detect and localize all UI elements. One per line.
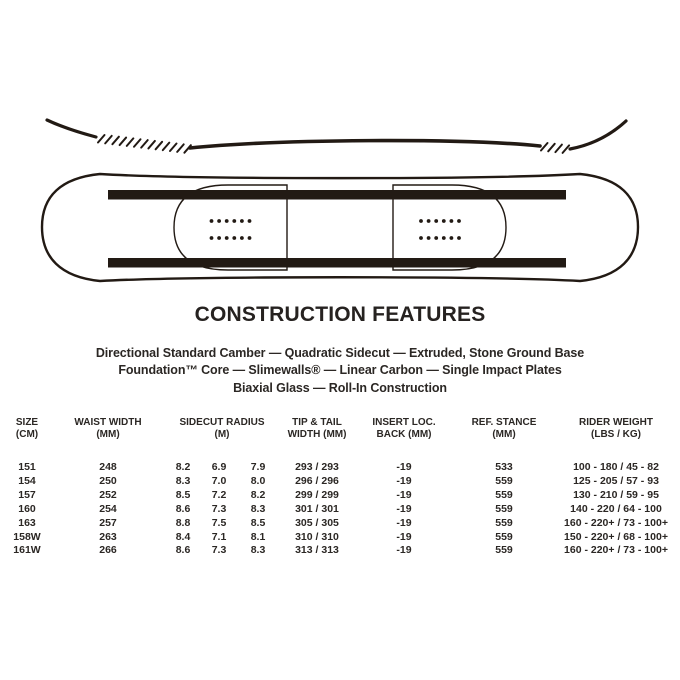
cell-ref-stance: 533	[495, 461, 513, 473]
cell-waist-width: 263	[99, 530, 117, 543]
col-header-rider-weight	[556, 417, 676, 440]
cell-sidecut-1: 8.3	[175, 474, 191, 487]
cell-size: 151	[18, 461, 36, 473]
header-line: RIDER WEIGHT	[579, 417, 653, 428]
cell-sidecut-1: 8.8	[175, 516, 191, 529]
feature-line: Biaxial Glass — Roll-In Construction	[233, 380, 447, 395]
cell-insert-loc-back: -19	[396, 516, 412, 529]
cell-sidecut-2: 7.0	[211, 474, 227, 487]
cell-ref-stance: 559	[495, 502, 513, 515]
cell-tip-tail-width: 296 / 296	[295, 474, 339, 487]
cell-size: 161W	[13, 544, 41, 557]
cell-sidecut-2: 7.3	[211, 502, 227, 515]
cell-sidecut-2: 7.1	[211, 530, 227, 543]
header-line: REF. STANCE	[471, 417, 537, 428]
cell-waist-width: 257	[99, 516, 117, 529]
size-spec-table	[4, 417, 676, 558]
col-header-size	[4, 417, 50, 440]
cell-ref-stance: 559	[495, 474, 513, 487]
header-line: (LBS / KG)	[591, 428, 641, 440]
cell-waist-width: 266	[99, 544, 117, 557]
cell-sidecut-2: 6.9	[211, 461, 227, 473]
cell-rider-weight: 125 - 205 / 57 - 93	[573, 474, 659, 487]
cell-sidecut-3: 7.9	[250, 461, 266, 473]
header-line: (M)	[214, 428, 230, 440]
spec-table-header	[4, 417, 676, 440]
cell-waist-width: 252	[99, 488, 117, 501]
header-line: WAIST WIDTH	[74, 417, 142, 428]
cell-sidecut-3: 8.3	[250, 544, 266, 557]
cell-insert-loc-back: -19	[396, 530, 412, 543]
col-header-ref-stance	[452, 417, 556, 440]
header-line: BACK (MM)	[376, 428, 432, 440]
header-line: TIP & TAIL	[292, 417, 342, 428]
cell-rider-weight: 130 - 210 / 59 - 95	[573, 488, 659, 501]
cell-sidecut-3: 8.1	[250, 530, 266, 543]
board-top-view-diagram	[0, 165, 680, 290]
carbon-stringer-bottom	[108, 258, 566, 268]
cell-ref-stance: 559	[495, 516, 513, 529]
camber-arc	[190, 141, 540, 148]
cell-insert-loc-back: -19	[396, 544, 412, 557]
camber-tail-hatch	[541, 143, 569, 153]
cell-size: 160	[18, 502, 36, 515]
col-header-waist-width	[50, 417, 166, 440]
col-header-sidecut-radius	[166, 417, 278, 440]
cell-insert-loc-back: -19	[396, 488, 412, 501]
header-line: WIDTH (MM)	[287, 428, 347, 440]
col-header-insert-loc-back	[356, 417, 452, 440]
header-line: (CM)	[15, 428, 39, 440]
camber-profile-diagram	[0, 95, 680, 165]
cell-tip-tail-width: 310 / 310	[295, 530, 339, 543]
cell-insert-loc-back: -19	[396, 474, 412, 487]
cell-sidecut-3: 8.5	[250, 516, 266, 529]
camber-nose-hatch	[98, 135, 191, 153]
cell-sidecut-1: 8.2	[175, 461, 191, 473]
cell-tip-tail-width: 299 / 299	[295, 488, 339, 501]
cell-tip-tail-width: 293 / 293	[295, 461, 339, 473]
header-line: (MM)	[96, 428, 120, 440]
cell-sidecut-2: 7.2	[211, 488, 227, 501]
cell-ref-stance: 559	[495, 544, 513, 557]
cell-size: 154	[18, 474, 36, 487]
col-header-tip-tail-width	[278, 417, 356, 440]
cell-insert-loc-back: -19	[396, 461, 412, 473]
cell-sidecut-3: 8.0	[250, 474, 266, 487]
cell-sidecut-1: 8.5	[175, 488, 191, 501]
construction-features-list	[0, 345, 680, 397]
cell-tip-tail-width: 301 / 301	[295, 502, 339, 515]
feature-line: Directional Standard Camber — Quadratic Sidecut — Extruded, Stone Ground Base	[95, 346, 585, 360]
cell-sidecut-1: 8.6	[175, 502, 191, 515]
cell-size: 163	[18, 516, 36, 529]
header-line: (MM)	[492, 428, 516, 440]
cell-waist-width: 248	[99, 461, 117, 473]
cell-insert-loc-back: -19	[396, 502, 412, 515]
cell-ref-stance: 559	[495, 488, 513, 501]
spec-table-body	[4, 461, 676, 558]
header-line: SIDECUT RADIUS	[179, 417, 265, 428]
header-line: SIZE	[15, 417, 39, 428]
cell-sidecut-1: 8.6	[175, 544, 191, 557]
cell-rider-weight: 160 - 220+ / 73 - 100+	[564, 544, 668, 557]
cell-rider-weight: 140 - 220 / 64 - 100	[570, 502, 662, 515]
carbon-stringer-top	[108, 190, 566, 200]
feature-line: Foundation™ Core — Slimewalls® — Linear Carbon — Single Impact Plates	[118, 363, 562, 378]
camber-tail-curve	[570, 121, 626, 149]
cell-ref-stance: 559	[495, 530, 513, 543]
cell-tip-tail-width: 305 / 305	[295, 516, 339, 529]
section-title: CONSTRUCTION FEATURES	[194, 303, 486, 326]
cell-sidecut-2: 7.3	[211, 544, 227, 557]
cell-size: 157	[18, 488, 36, 501]
header-line: INSERT LOC.	[372, 417, 436, 428]
cell-waist-width: 250	[99, 474, 117, 487]
cell-sidecut-3: 8.3	[250, 502, 266, 515]
cell-rider-weight: 160 - 220+ / 73 - 100+	[564, 516, 668, 529]
cell-rider-weight: 100 - 180 / 45 - 82	[573, 461, 659, 473]
cell-sidecut-2: 7.5	[211, 516, 227, 529]
cell-sidecut-1: 8.4	[175, 530, 191, 543]
cell-sidecut-3: 8.2	[250, 488, 266, 501]
cell-tip-tail-width: 313 / 313	[295, 544, 339, 557]
cell-rider-weight: 150 - 220+ / 68 - 100+	[564, 530, 668, 543]
cell-waist-width: 254	[99, 502, 117, 515]
camber-nose-curve	[47, 120, 96, 137]
cell-size: 158W	[13, 530, 41, 543]
